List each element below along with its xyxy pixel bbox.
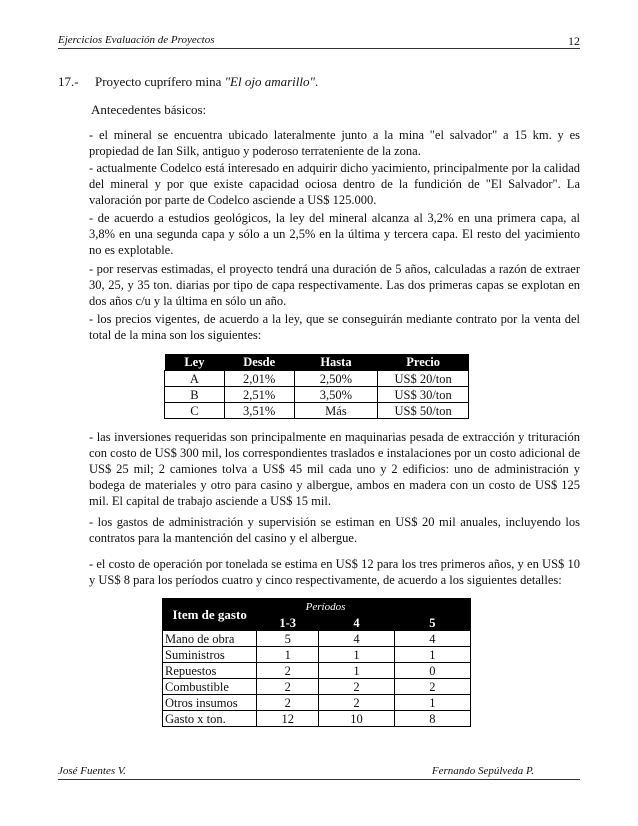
paragraph-admin-costs: - los gastos de administración y supervisión se estiman en US$ 20 mil anuales, incluyendo los contratos para la mantención del casino y el albergue. [89,515,580,545]
cost-table-header-top [163,599,471,615]
table-row [163,679,471,695]
header-period-5: 5 [394,615,470,631]
table-cell: 1 [319,663,395,679]
header-period-1-3: 1-3 [257,615,319,631]
header-ley: Ley [165,354,225,371]
paragraph-reserves: - por reservas estimadas, el proyecto tendrá una duración de 5 años, calculadas a razón de extraer 30, 25, y 35 ton. diarias por tipo de capa respectivamente. Las dos primeras capas se explotan en dos años c/u y la última en sólo un año. [89,262,580,308]
cost-table [162,598,471,727]
footer-author-left: José Fuentes V. [58,765,126,777]
page-number: 12 [568,34,580,48]
table-cell: 2 [319,695,395,711]
paragraph-investments: - las inversiones requeridas son principalmente en maquinarias pesada de extracción y trituración con costo de US$ 300 mil, los correspondientes traslados e instalaciones por un costo adicional de US$ 25 mil; 2 camiones tolva a US$ 45 mil cada uno y 2 edificios: uno de administración y bodega de materiales y otro para casino y albergue, ambos en madera con un costo de US$ 125 mil. El capital de trabajo asciende a US$ 15 mil. [89,430,580,508]
table-cell: 10 [319,711,395,727]
problem-title-name: "El ojo amarillo" [224,74,315,89]
table-cell: US$ 30/ton [378,387,469,403]
table-cell: 12 [257,711,319,727]
price-table-header [165,354,469,371]
problem-title-prefix: Proyecto cuprífero mina [95,74,225,89]
table-cell: 1 [257,647,319,663]
table-row [163,631,471,647]
table-cell: 2 [319,679,395,695]
header-period-4: 4 [319,615,395,631]
table-cell: 1 [394,647,470,663]
header-item: Item de gasto [163,599,257,631]
price-table [164,354,469,419]
paragraph-location: - el mineral se encuentra ubicado lateralmente junto a la mina "el salvador" a 15 km. y es propiedad de Ian Silk, antiguo y poderoso terrateniente de la zona. [89,128,580,158]
table-cell: 2 [257,695,319,711]
table-cell: Otros insumos [163,695,257,711]
page-footer [58,765,580,780]
table-cell: Más [294,403,378,419]
paragraph-operation-costs: - el costo de operación por tonelada se estima en US$ 12 para los tres primeros años, y en US$ 10 y US$ 8 para los períodos cuatro y cinco respectivamente, de acuerdo a los siguientes detalles: [89,557,580,587]
table-cell: US$ 20/ton [378,371,469,387]
table-cell: 1 [394,695,470,711]
table-cell: 3,51% [224,403,294,419]
problem-title-suffix: . [314,74,319,89]
table-cell: Suministros [163,647,257,663]
table-cell: US$ 50/ton [378,403,469,419]
section-heading: Antecedentes básicos: [91,102,207,117]
table-row [165,387,469,403]
table-row [163,695,471,711]
table-row [163,647,471,663]
table-cell: A [165,371,225,387]
table-cell: 3,50% [294,387,378,403]
page-header [58,30,580,49]
paragraph-geology: - de acuerdo a estudios geológicos, la ley del mineral alcanza al 3,2% en una primera capa, al 3,8% en una segunda capa y sólo a un 2,5% en la última y tercera capa. El resto del yacimiento no es explotable. [89,211,580,257]
table-cell: 2 [394,679,470,695]
table-row [163,663,471,679]
paragraph-codelco: - actualmente Codelco está interesado en adquirir dicho yacimiento, principalmente por la calidad del mineral y por que existe capacidad ociosa dentro de la fundición de "El Salvador". La valoración por parte de Codelco asciende a US$ 125.000. [89,161,580,207]
table-cell: 2,01% [224,371,294,387]
problem-number: 17.- [58,74,79,89]
header-blank [394,599,470,615]
table-cell: 4 [394,631,470,647]
table-cell: B [165,387,225,403]
problem-title [95,74,318,90]
header-precio: Precio [378,354,469,371]
table-cell: 5 [257,631,319,647]
table-cell: 2,50% [294,371,378,387]
table-cell: 2 [257,663,319,679]
table-cell: 2,51% [224,387,294,403]
table-cell: Combustible [163,679,257,695]
header-title: Ejercicios Evaluación de Proyectos [58,34,215,46]
table-cell: C [165,403,225,419]
table-cell: Mano de obra [163,631,257,647]
header-periods: Períodos [257,599,394,615]
table-cell: 8 [394,711,470,727]
table-row [163,711,471,727]
table-cell: 1 [319,647,395,663]
table-cell: 0 [394,663,470,679]
table-row [165,403,469,419]
table-cell: 4 [319,631,395,647]
header-hasta: Hasta [294,354,378,371]
table-cell: Gasto x ton. [163,711,257,727]
footer-author-right: Fernando Sepúlveda P. [431,765,534,777]
table-row [165,371,469,387]
table-cell: 2 [257,679,319,695]
header-desde: Desde [224,354,294,371]
table-cell: Repuestos [163,663,257,679]
paragraph-prices: - los precios vigentes, de acuerdo a la ley, que se conseguirán mediante contrato por la venta del total de la mina son los siguientes: [89,312,580,342]
